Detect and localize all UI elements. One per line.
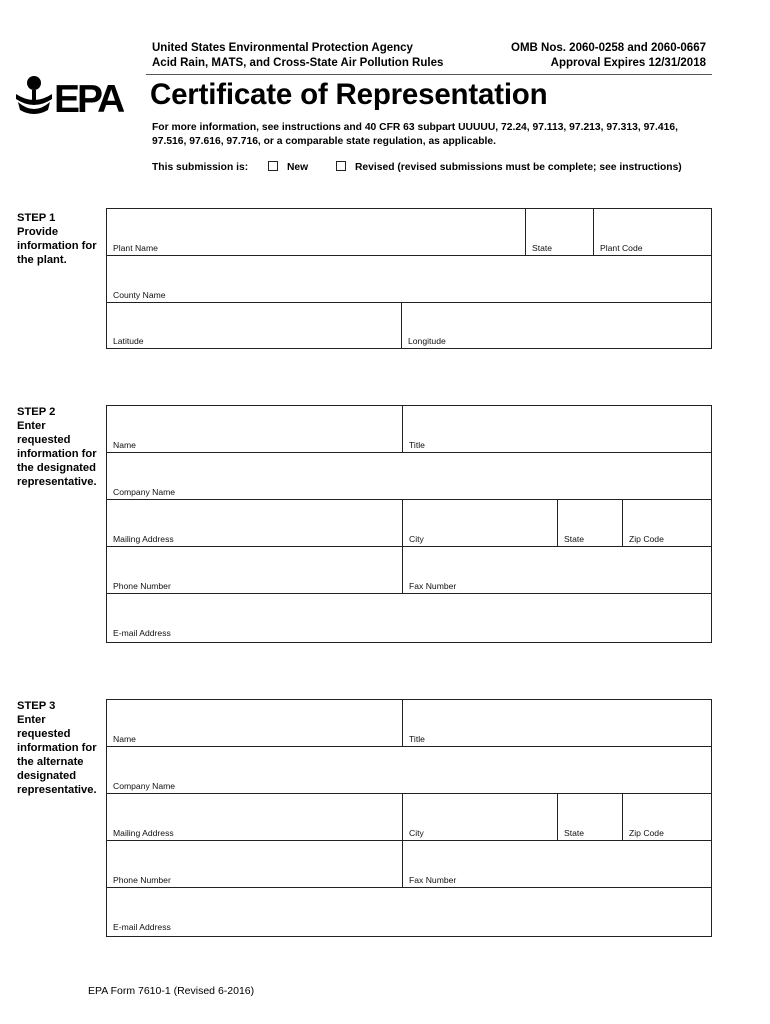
step2-heading bbox=[17, 405, 97, 489]
rep-phone-label: Phone Number bbox=[113, 581, 171, 591]
rep-company-label: Company Name bbox=[113, 487, 176, 497]
alt-rep-title-field[interactable] bbox=[403, 700, 711, 746]
plant-code-label: Plant Code bbox=[600, 243, 643, 253]
rep-mailing-address-label: Mailing Address bbox=[113, 534, 174, 544]
instructions-note bbox=[152, 121, 692, 149]
step1-heading bbox=[17, 211, 97, 267]
alt-rep-state-label: State bbox=[564, 828, 585, 838]
plant-state-label: State bbox=[532, 243, 553, 253]
county-name-label: County Name bbox=[113, 290, 166, 300]
step2-row-company bbox=[107, 453, 711, 500]
rep-zip-field[interactable] bbox=[623, 500, 711, 546]
header-left bbox=[152, 41, 443, 71]
step3-row-name bbox=[107, 700, 711, 747]
rep-fax-field[interactable] bbox=[403, 547, 711, 593]
step3-line: Enter bbox=[17, 714, 46, 726]
header-rule bbox=[146, 74, 712, 75]
alt-rep-fax-label: Fax Number bbox=[409, 875, 457, 885]
step2-line: information for bbox=[17, 448, 97, 460]
new-checkbox[interactable] bbox=[268, 161, 278, 171]
alt-rep-title-label: Title bbox=[409, 734, 425, 744]
rules-name: Acid Rain, MATS, and Cross-State Air Pollution Rules bbox=[152, 57, 444, 69]
alt-rep-email-field[interactable] bbox=[107, 888, 711, 934]
header-right bbox=[511, 41, 706, 71]
alt-rep-zip-field[interactable] bbox=[623, 794, 711, 840]
step2-title: STEP 2 bbox=[17, 406, 56, 418]
step2-line: Enter bbox=[17, 420, 46, 432]
plant-code-field[interactable] bbox=[594, 209, 711, 255]
step1-line: the plant. bbox=[17, 254, 67, 266]
step3-line: the alternate bbox=[17, 756, 84, 768]
step1-row-county bbox=[107, 256, 711, 303]
instructions-line-1: For more information, see instructions and 40 CFR 63 subpart UUUUU, 72.24, 97.113, 97.213, 97.313, 97.416, bbox=[152, 122, 678, 133]
step3-row-phone bbox=[107, 841, 711, 888]
form-number: EPA Form 7610-1 (Revised 6-2016) bbox=[88, 985, 255, 997]
rep-email-field[interactable] bbox=[107, 594, 711, 640]
instructions-line-2: 97.516, 97.616, 97.716, or a comparable state regulation, as applicable. bbox=[152, 136, 496, 147]
alt-rep-name-field[interactable] bbox=[107, 700, 403, 746]
step2-line: requested bbox=[17, 434, 71, 446]
step2-line: the designated bbox=[17, 462, 96, 474]
epa-logo-text: EPA bbox=[54, 78, 123, 118]
rep-zip-label: Zip Code bbox=[629, 534, 664, 544]
page-title: Certificate of Representation bbox=[150, 78, 548, 111]
plant-state-field[interactable] bbox=[526, 209, 594, 255]
step3-row-address bbox=[107, 794, 711, 841]
plant-name-field[interactable] bbox=[107, 209, 526, 255]
new-checkbox-label: New bbox=[287, 162, 309, 173]
step3-row-company bbox=[107, 747, 711, 794]
alt-rep-city-label: City bbox=[409, 828, 424, 838]
rep-email-label: E-mail Address bbox=[113, 628, 171, 638]
alt-rep-name-label: Name bbox=[113, 734, 136, 744]
rep-city-field[interactable] bbox=[403, 500, 558, 546]
step3-line: representative. bbox=[17, 784, 97, 796]
step3-line: designated bbox=[17, 770, 77, 782]
rep-fax-label: Fax Number bbox=[409, 581, 457, 591]
alt-rep-state-field[interactable] bbox=[558, 794, 623, 840]
alt-rep-mailing-address-field[interactable] bbox=[107, 794, 403, 840]
step1-line: Provide bbox=[17, 226, 59, 238]
step2-row-phone bbox=[107, 547, 711, 594]
alt-rep-company-label: Company Name bbox=[113, 781, 176, 791]
approval-expiry: Approval Expires 12/31/2018 bbox=[550, 57, 706, 69]
step2-row-name bbox=[107, 406, 711, 453]
step3-form bbox=[106, 699, 712, 937]
epa-logo bbox=[14, 72, 124, 118]
longitude-label: Longitude bbox=[408, 336, 446, 346]
alt-rep-phone-field[interactable] bbox=[107, 841, 403, 887]
rep-title-field[interactable] bbox=[403, 406, 711, 452]
rep-name-field[interactable] bbox=[107, 406, 403, 452]
step2-line: representative. bbox=[17, 476, 97, 488]
rep-state-label: State bbox=[564, 534, 585, 544]
alt-rep-mailing-address-label: Mailing Address bbox=[113, 828, 174, 838]
revised-checkbox[interactable] bbox=[336, 161, 346, 171]
latitude-field[interactable] bbox=[107, 303, 402, 348]
alt-rep-phone-label: Phone Number bbox=[113, 875, 171, 885]
step3-title: STEP 3 bbox=[17, 700, 56, 712]
revised-checkbox-label: Revised (revised submissions must be complete; see instructions) bbox=[355, 162, 682, 173]
step1-row-coords bbox=[107, 303, 711, 348]
county-name-field[interactable] bbox=[107, 256, 711, 302]
rep-company-field[interactable] bbox=[107, 453, 711, 499]
step3-heading bbox=[17, 699, 97, 797]
alt-rep-zip-label: Zip Code bbox=[629, 828, 664, 838]
alt-rep-city-field[interactable] bbox=[403, 794, 558, 840]
step1-line: information for bbox=[17, 240, 97, 252]
epa-flower-icon bbox=[16, 76, 52, 114]
alt-rep-email-label: E-mail Address bbox=[113, 922, 171, 932]
rep-name-label: Name bbox=[113, 440, 136, 450]
latitude-label: Latitude bbox=[113, 336, 144, 346]
step1-row-plant bbox=[107, 209, 711, 256]
omb-numbers: OMB Nos. 2060-0258 and 2060-0667 bbox=[511, 42, 706, 54]
longitude-field[interactable] bbox=[402, 303, 711, 348]
step1-title: STEP 1 bbox=[17, 212, 56, 224]
step3-row-email bbox=[107, 888, 711, 934]
rep-mailing-address-field[interactable] bbox=[107, 500, 403, 546]
step2-row-address bbox=[107, 500, 711, 547]
step3-line: information for bbox=[17, 742, 97, 754]
rep-title-label: Title bbox=[409, 440, 425, 450]
rep-state-field[interactable] bbox=[558, 500, 623, 546]
step2-form bbox=[106, 405, 712, 643]
step2-row-email bbox=[107, 594, 711, 640]
step3-line: requested bbox=[17, 728, 71, 740]
alt-rep-company-field[interactable] bbox=[107, 747, 711, 793]
rep-phone-field[interactable] bbox=[107, 547, 403, 593]
alt-rep-fax-field[interactable] bbox=[403, 841, 711, 887]
agency-name: United States Environmental Protection Agency bbox=[152, 42, 413, 54]
plant-name-label: Plant Name bbox=[113, 243, 158, 253]
submission-label: This submission is: bbox=[152, 162, 249, 173]
step1-form bbox=[106, 208, 712, 349]
rep-city-label: City bbox=[409, 534, 424, 544]
